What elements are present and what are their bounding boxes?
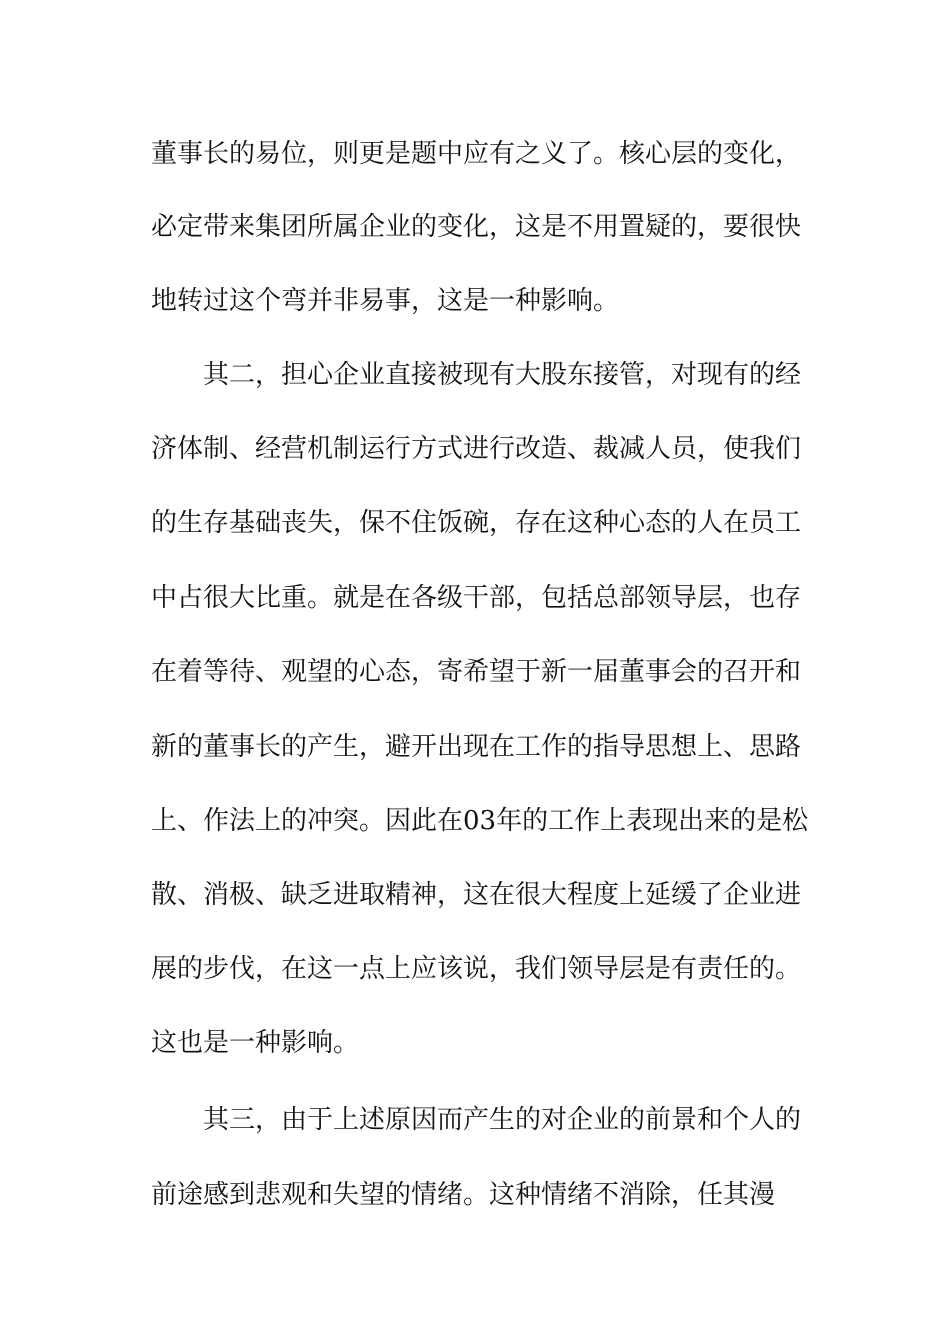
text-line: 上、作法上的冲突。因此在03年的工作上表现出来的是松 (151, 806, 809, 836)
text-line: 的生存基础丧失，保不住饭碗，存在这种心态的人在员工 (151, 508, 802, 538)
text-line: 展的步伐，在这一点上应该说，我们领导层是有责任的。 (151, 954, 802, 984)
text-line: 其二，担心企业直接被现有大股东接管，对现有的经 (151, 360, 802, 390)
text-line: 济体制、经营机制运行方式进行改造、裁减人员，使我们 (151, 434, 802, 464)
text-line: 董事长的易位，则更是题中应有之义了。核心层的变化， (151, 139, 802, 169)
text-line: 这也是一种影响。 (151, 1028, 360, 1058)
text-line: 散、消极、缺乏进取精神，这在很大程度上延缓了企业进 (151, 880, 802, 910)
text-line: 其三，由于上述原因而产生的对企业的前景和个人的 (151, 1105, 802, 1135)
text-line: 必定带来集团所属企业的变化，这是不用置疑的，要很快 (151, 212, 802, 242)
text-line: 中占很大比重。就是在各级干部，包括总部领导层，也存 (151, 583, 802, 613)
text-line: 新的董事长的产生，避开出现在工作的指导思想上、思路 (151, 732, 802, 762)
text-line: 在着等待、观望的心态，寄希望于新一届董事会的召开和 (151, 657, 802, 687)
text-line: 前途感到悲观和失望的情绪。这种情绪不消除，任其漫 (151, 1180, 776, 1210)
text-line: 地转过这个弯并非易事，这是一种影响。 (151, 286, 620, 316)
